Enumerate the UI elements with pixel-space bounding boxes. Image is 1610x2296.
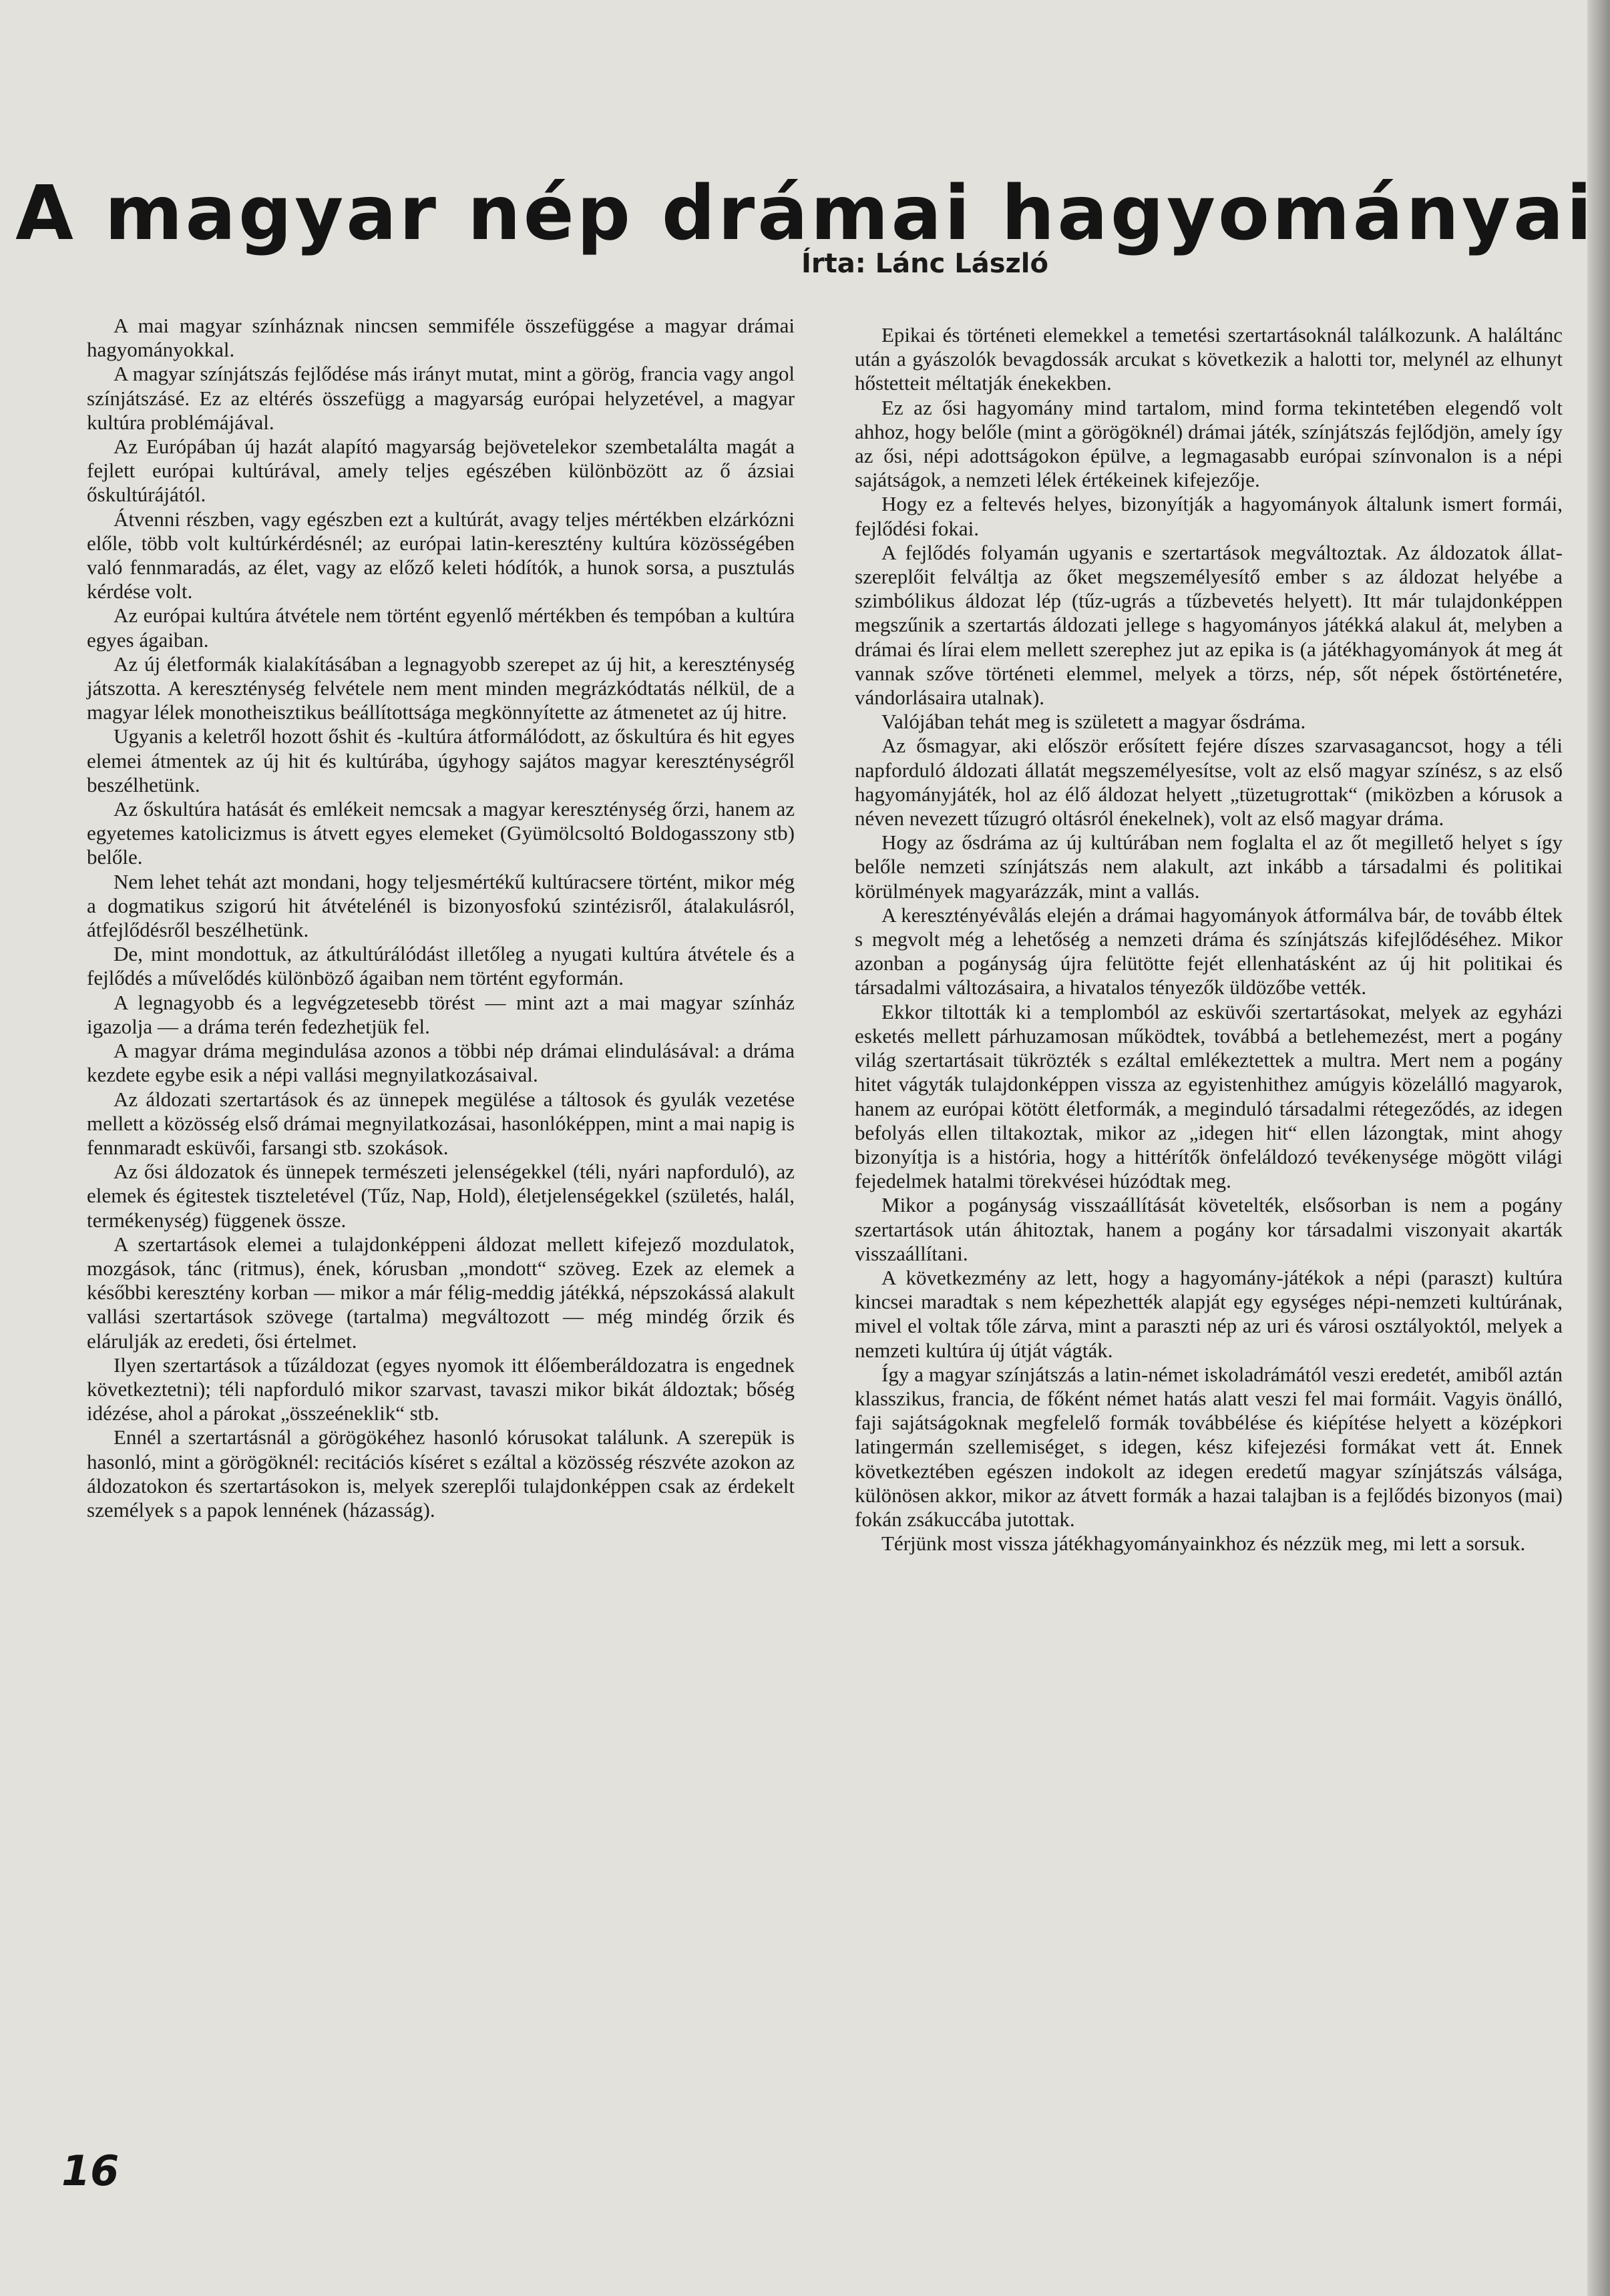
paragraph: Átvenni részben, vagy egészben ezt a kultúrát, avagy teljes mértékben elzárkózni előle, több volt kultúrkérdésnél; az európai latin-keresztény kultúra közösségében való fennmaradás, az élet, vagy az előző keleti hódítók, a hunok sorsa, a pusztulás kérdése volt. (87, 507, 795, 604)
paragraph: Mikor a pogányság visszaállítását követelték, elsősorban is nem a pogány szertartások után áhitoztak, hanem a pogány kor társadalmi viszonyait akarták visszaállítani. (855, 1193, 1563, 1265)
page-edge-shadow (1587, 0, 1610, 2296)
paragraph: Így a magyar színjátszás a latin-német iskoladrámától veszi eredetét, amiből aztán klasszikus, francia, de főként német hatás alatt veszi fel mai formáit. Vagyis önálló, faji sajátságoknak megfelelő formák továbbélése és kiépítése helyett a középkori latingermán szellemiséget, s idegen, kész kifejezési formákat vett át. Ennek következtében egészen indokolt az idegen eredetű magyar színjátszás válsága, különösen akkor, mikor az átvett formák a hazai talajban is a fejlődés bizonyos (mai) fokán zsákuccába jutottak. (855, 1362, 1563, 1531)
paragraph: Térjünk most vissza játékhagyományainkhoz és nézzük meg, mi lett a sorsuk. (881, 1532, 1526, 1556)
paragraph: A fejlődés folyamán ugyanis e szertartások megváltoztak. Az áldozatok állat-szereplőit felváltja az őket megszemélyesítő ember s az áldozat helyébe a szimbólikus áldozat lép (tűz-ugrás a tűzbevetés helyett). Itt már tulajdonképpen megszűnik a szertartás áldozati jellege s hagyományos játékká alakul át, melyben a drámai és lírai elem mellett szerephez jut az epika is (a játékhagyományok át meg át vannak szőve történeti elemmel, melyek a törzs, nép, sőt népek őstörténetére, vándorlásaira utalnak). (855, 540, 1563, 710)
paragraph: Ez az ősi hagyomány mind tartalom, mind forma tekintetében elegendő volt ahhoz, hogy belőle (mint a görögöknél) drámai játék, színjátszás fejlődjön, amely így az ősi, népi adottságokon épülve, a legmagasabb európai színvonalon is a népi sajátságok, a nemzeti lélek értékeinek kifejezője. (855, 395, 1563, 492)
paragraph: A keresztényévålás elején a drámai hagyományok átformálva bár, de tovább éltek s megvolt még a lehetőség a nemzeti dráma és színjátszás kifejlődéséhez. Mikor azonban a pogányság újra felütötte fejét ellenhatásként az új hit politikai és társadalmi változásaira, a hivatalos tényezők üldözőbe vették. (855, 903, 1563, 999)
article-title: A magyar nép drámai hagyományai (15, 170, 1595, 257)
paragraph: A mai magyar színháznak nincsen semmiféle összefüggése a magyar drámai hagyományokkal. (87, 314, 795, 362)
paragraph: Az őskultúra hatását és emlékeit nemcsak a magyar kereszténység őrzi, hanem az egyetemes katolicizmus is átvett egyes elemeket (Gyümölcsoltó Boldogasszony stb) belőle. (87, 797, 795, 869)
paragraph: A szertartások elemei a tulajdonképpeni áldozat mellett kifejező mozdulatok, mozgások, tánc (ritmus), ének, kórusban „mondott“ szöveg. Ezek az elemek a későbbi keresztény korban — mikor a már félig-meddig játékká, népszokássá alakult vallási szertartások szövege (tartalma) megváltozott — még mindég őrzik és elárulják az eredeti, ősi értelmet. (87, 1232, 795, 1353)
paragraph: Epikai és történeti elemekkel a temetési szertartásoknál találkozunk. A haláltánc után a gyászolók bevagdossák arcukat s következik a halotti tor, melynél az elhunyt hőstetteit méltatják énekekben. (855, 323, 1563, 395)
paragraph: Az ősmagyar, aki először erősített fejére díszes szarvasagancsot, hogy a téli napforduló áldozati állatát megszemélyesítse, volt az első magyar színész, s az első hagyományjáték, hol az élő áldozat helyett „tüzetugrottak“ (miközben a kórusok a néven nevezett tűzugró oltásról énekelnek), volt az első magyar dráma. (855, 734, 1563, 831)
paragraph: Valójában tehát meg is született a magyar ősdráma. (881, 710, 1306, 734)
paragraph: Az ősi áldozatok és ünnepek természeti jelenségekkel (téli, nyári napforduló), az elemek és égitestek tiszteletével (Tűz, Nap, Hold), életjelenségekkel (születés, halál, termékenység) függenek össze. (87, 1160, 795, 1232)
paragraph: A legnagyobb és a legvégzetesebb törést — mint azt a mai magyar színház igazolja — a dráma terén fedezhetjük fel. (87, 990, 795, 1038)
paragraph: Az új életformák kialakításában a legnagyobb szerepet az új hit, a kereszténység játszotta. A kereszténység felvétele nem ment minden megrázkódtatás nélkül, de a magyar lélek monotheisztikus beállítottsága megkönnyítette az átmenetet az új hitre. (87, 652, 795, 724)
paragraph: De, mint mondottuk, az átkultúrálódást illetőleg a nyugati kultúra átvétele és a fejlődés a művelődés különböző ágaiban nem történt egyformán. (87, 942, 795, 990)
paragraph: Az áldozati szertartások és az ünnepek megülése a táltosok és gyulák vezetése mellett a közösség első drámai megnyilatkozásai, hasonlóképpen, mint a mai napig is fennmaradt esküvői, farsangi stb. szokások. (87, 1087, 795, 1159)
article-byline: Írta: Lánc László (801, 248, 1048, 279)
paragraph: Nem lehet tehát azt mondani, hogy teljesmértékű kultúracsere történt, mikor még a dogmatikus szigorú hit átvételénél is bizonyosfokú szintézisről, átalakulásról, átfejlődésről beszélhetünk. (87, 869, 795, 942)
paragraph: Az Európában új hazát alapító magyarság bejövetelekor szembetalálta magát a fejlett európai kultúrával, amely teljes egészében különbözött az ő ázsiai őskultúrájától. (87, 435, 795, 507)
paragraph: Az európai kultúra átvétele nem történt egyenlő mértékben és tempóban a kultúra egyes ágaiban. (87, 604, 795, 652)
right-column (855, 323, 1563, 1556)
paragraph: Hogy az ősdráma az új kultúrában nem foglalta el az őt megillető helyet s így belőle nemzeti színjátszás nem alakult, azt inkább a társadalmi és politikai körülmények magyarázzák, mint a vallás. (855, 831, 1563, 903)
paragraph: A magyar dráma megindulása azonos a többi nép drámai elindulásával: a dráma kezdete egybe esik a népi vallási megnyilatkozásaival. (87, 1039, 795, 1087)
page-number: 16 (61, 2146, 120, 2195)
paragraph: A következmény az lett, hogy a hagyomány-játékok a népi (paraszt) kultúra kincsei maradtak s nem képezhették alapját egy egységes népi-nemzeti kultúrának, mivel el voltak tőle zárva, mint a paraszti nép az uri és városi osztályoktól, melyek a nemzeti kultúra új útját vágták. (855, 1265, 1563, 1362)
paragraph: Ugyanis a keletről hozott őshit és -kultúra átformálódott, az őskultúra és hit egyes elemei átmentek az új hit és kultúrába, úgyhogy sajátos magyar kereszténységről beszélhetünk. (87, 724, 795, 796)
left-column (87, 314, 795, 1522)
paragraph: A magyar színjátszás fejlődése más irányt mutat, mint a görög, francia vagy angol színjátszásé. Ez az eltérés összefügg a magyarság európai helyzetével, a magyar kultúra problémájával. (87, 362, 795, 434)
paragraph: Ilyen szertartások a tűzáldozat (egyes nyomok itt élőemberáldozatra is engednek következtetni); téli napforduló mikor szarvast, tavaszi mikor bikát áldoztak; bőség idézése, ahol a párokat „összeéneklik“ stb. (87, 1353, 795, 1425)
paragraph: Hogy ez a feltevés helyes, bizonyítják a hagyományok általunk ismert formái, fejlődési fokai. (855, 492, 1563, 540)
paragraph: Ekkor tiltották ki a templomból az esküvői szertartásokat, melyek az egyházi esketés mellett párhuzamosan működtek, továbbá a betlehemezést, mert a pogány világ szertartásait tükrözték s ezáltal emlékeztettek a multra. Mert nem a pogány hitet vágyták tulajdonképpen vissza az egyistenhithez amúgyis közelálló magyarok, hanem az európai kötött életformák, a meginduló társadalmi rétegeződés, az idegen befolyás ellen tiltakoztak, mikor az „idegen hit“ ellen lázongtak, mint ahogy bizonyítja is a história, hogy a hittérítők önfeláldozó tevékenysége mögött világi fejedelmek hatalmi törekvései húzódtak meg. (855, 999, 1563, 1193)
paragraph: Ennél a szertartásnál a görögökéhez hasonló kórusokat találunk. A szerepük is hasonló, mint a görögöknél: recitációs kíséret s ezáltal a közösség részvéte azokon az áldozatokon és szertartásokon is, melyek szereplői tulajdonképpen csak az érdekelt személyek s a papok lennének (házasság). (87, 1425, 795, 1522)
